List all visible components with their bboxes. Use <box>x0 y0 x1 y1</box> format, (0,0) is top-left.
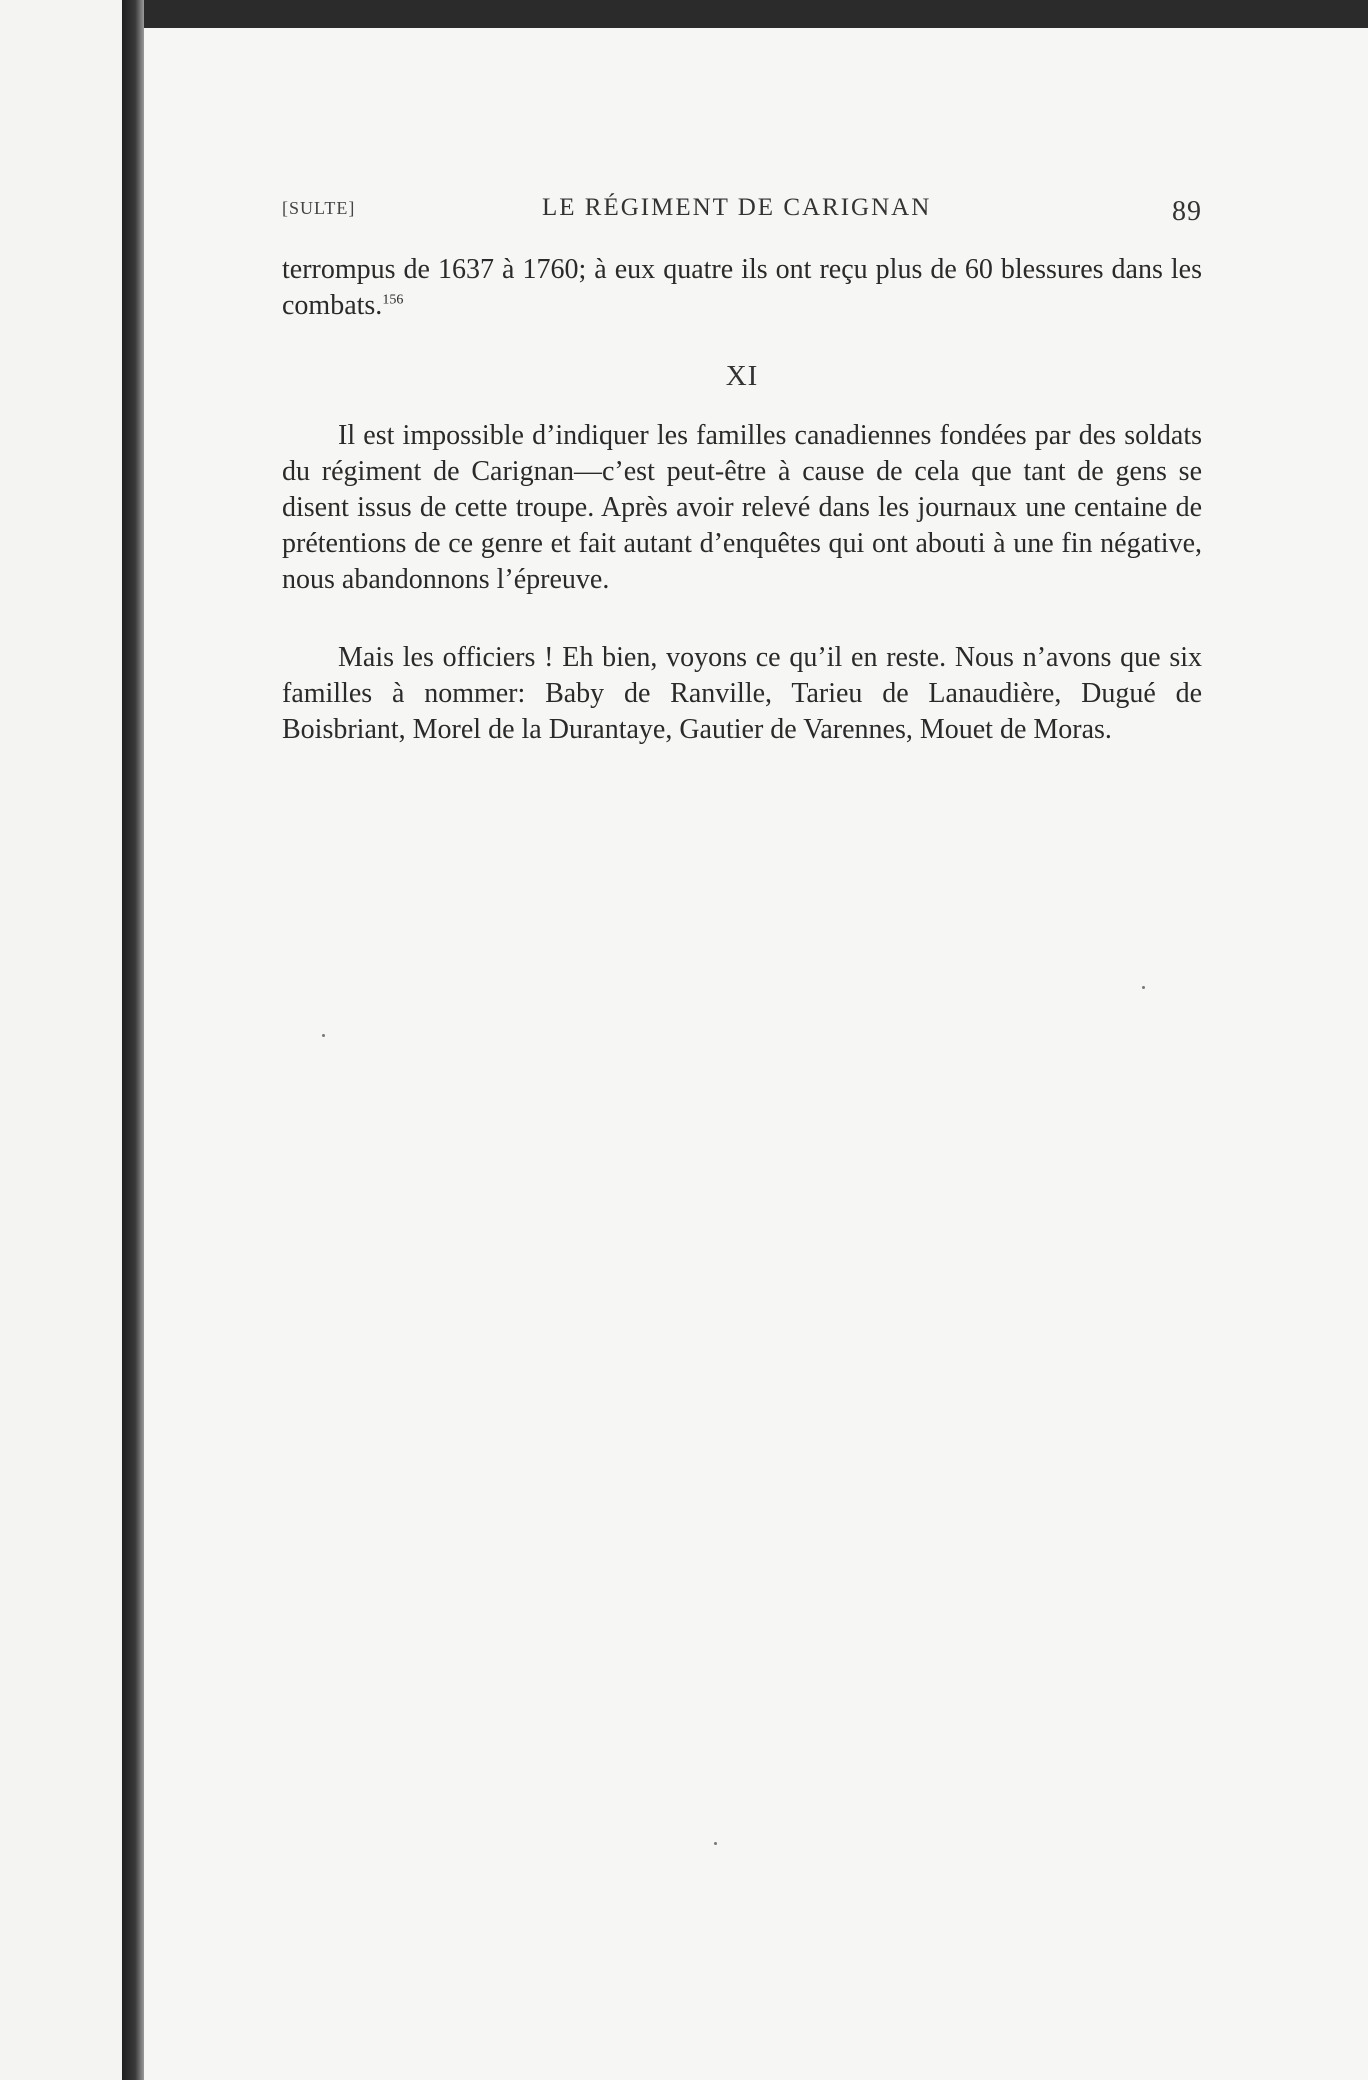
paragraph-officers: Mais les officiers ! Eh bien, voyons ce qu’il en reste. Nous n’avons que six familles à nommer: Baby de Ranville, Tarieu de Lanaudière, Dugué de Boisbriant, Morel de la Durantaye, Gautier de Varennes, Mouet de Moras. <box>282 642 1202 745</box>
header-author-tag: [SULTE] <box>282 198 356 218</box>
book-spine-shadow <box>122 0 144 2080</box>
facing-page-margin <box>0 0 122 2080</box>
section-heading: XI <box>725 360 759 392</box>
scan-speck <box>714 1842 717 1845</box>
running-title: LE RÉGIMENT DE CARIGNAN <box>542 194 932 221</box>
paragraph-families: Il est impossible d’indiquer les familles canadiennes fondées par des soldats du régiment de Carignan—c’est peut-être à cause de cela que tant de gens se disent issus de cette troupe. Après avoir relevé dans les journaux une centaine de prétentions de ce genre et fait autant d’enquêtes qui ont abouti à une fin négative, nous abandonnons l’épreuve. <box>282 420 1202 595</box>
scan-top-edge <box>0 0 1368 28</box>
footnote-reference: 156 <box>382 292 404 308</box>
continued-paragraph <box>282 252 1202 324</box>
scan-speck <box>322 1034 325 1037</box>
scan-speck <box>1142 986 1145 989</box>
page-number: 89 <box>1172 196 1202 227</box>
book-page <box>144 28 1368 2080</box>
running-header <box>282 192 1202 232</box>
continued-paragraph-text: terrompus de 1637 à 1760; à eux quatre ils ont reçu plus de 60 blessures dans les combats. <box>282 254 1202 321</box>
